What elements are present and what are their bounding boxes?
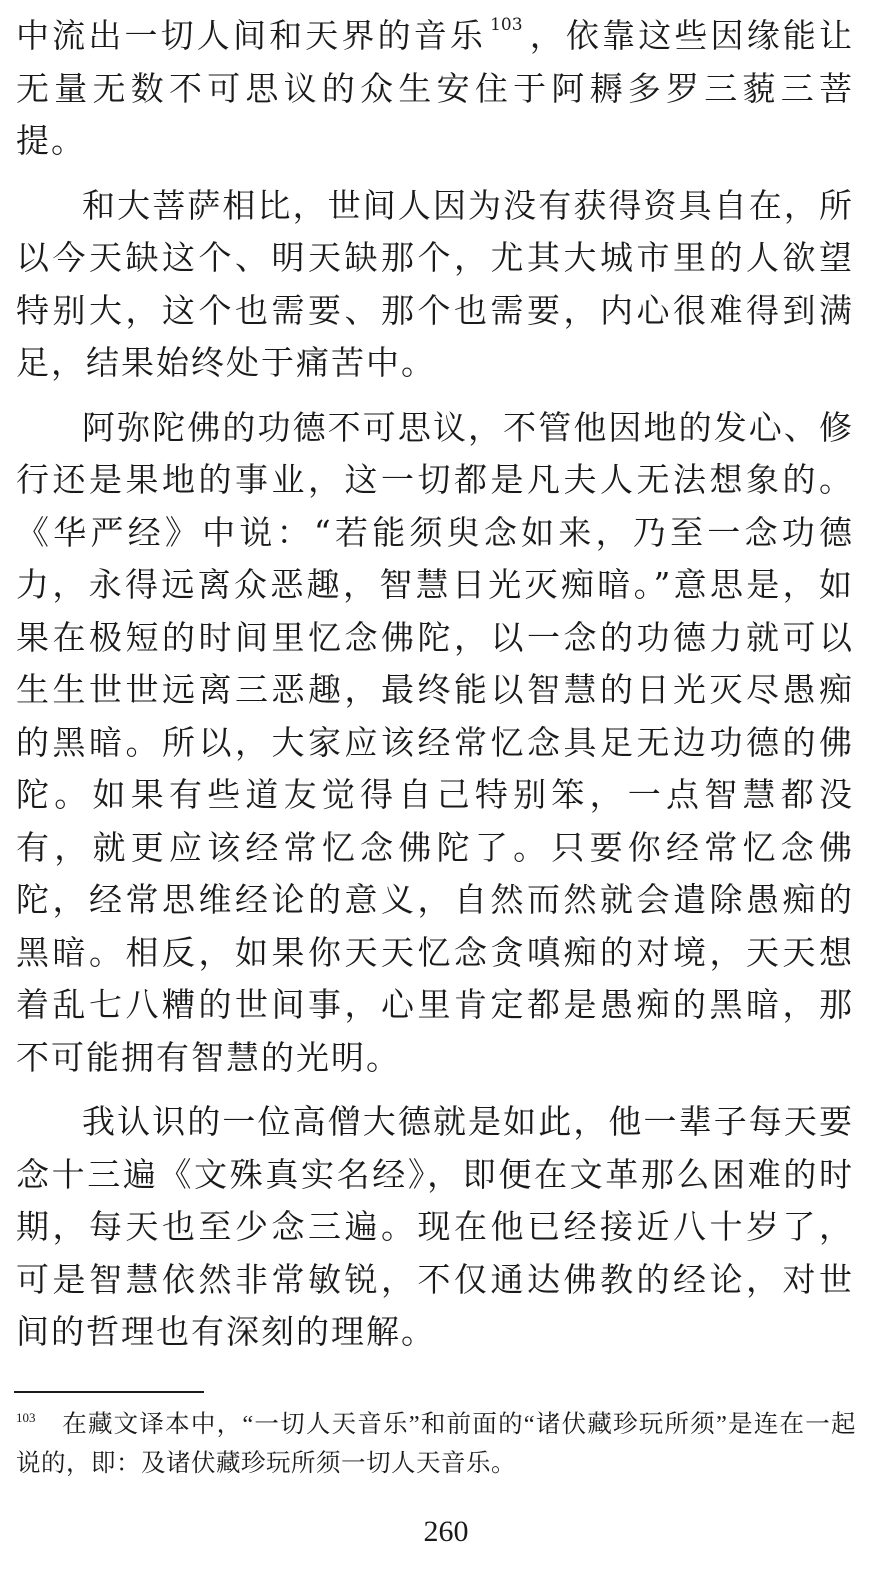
- main-text: [16, 10, 854, 1371]
- footnote: [16, 1407, 856, 1482]
- page-number: 260: [423, 1515, 469, 1548]
- paragraph-1-text-before-ref: 中流出一切人间和天界的音乐: [16, 16, 487, 55]
- footnote-text: 在藏文译本中，“一切人天音乐”和前面的“诸伏藏珍玩所须”是连在一起说的，即：及诸伏藏珍玩所须一切人天音乐。: [16, 1411, 856, 1477]
- paragraph-4: 我认识的一位高僧大德就是如此，他一辈子每天要念十三遍《文殊真实名经》，即便在文革那么困难的时期，每天也至少念三遍。现在他已经接近八十岁了，可是智慧依然非常敏锐，不仅通达佛教的经论，对世间的哲理也有深刻的理解。: [16, 1102, 854, 1351]
- paragraph-3: 阿弥陀佛的功德不可思议，不管他因地的发心、修行还是果地的事业，这一切都是凡夫人无法想象的。《华严经》中说：“若能须臾念如来，乃至一念功德力，永得远离众恶趣，智慧日光灭痴暗。”意思是，如果在极短的时间里忆念佛陀，以一念的功德力就可以生生世世远离三恶趣，最终能以智慧的日光灭尽愚痴的黑暗。所以，大家应该经常忆念具足无边功德的佛陀。如果有些道友觉得自己特别笨，一点智慧都没有，就更应该经常忆念佛陀了。只要你经常忆念佛陀，经常思维经论的意义，自然而然就会遣除愚痴的黑暗。相反，如果你天天忆念贪嗔痴的对境，天天想着乱七八糟的世间事，心里肯定都是愚痴的黑暗，那不可能拥有智慧的光明。: [16, 407, 854, 1077]
- paragraph-1-text-after-ref: ，依靠这些因缘能让无量无数不可思议的众生安住于阿耨多罗三藐三菩提。: [16, 16, 855, 160]
- paragraph-2: 和大菩萨相比，世间人因为没有获得资具自在，所以今天缺这个、明天缺那个，尤其大城市里的人欲望特别大，这个也需要、那个也需要，内心很难得到满足，结果始终处于痛苦中。: [16, 185, 854, 382]
- footnote-reference: 103: [490, 15, 523, 35]
- footnote-number: 103: [16, 1410, 36, 1425]
- paragraph-1: [16, 10, 854, 168]
- footnote-divider: [14, 1391, 204, 1393]
